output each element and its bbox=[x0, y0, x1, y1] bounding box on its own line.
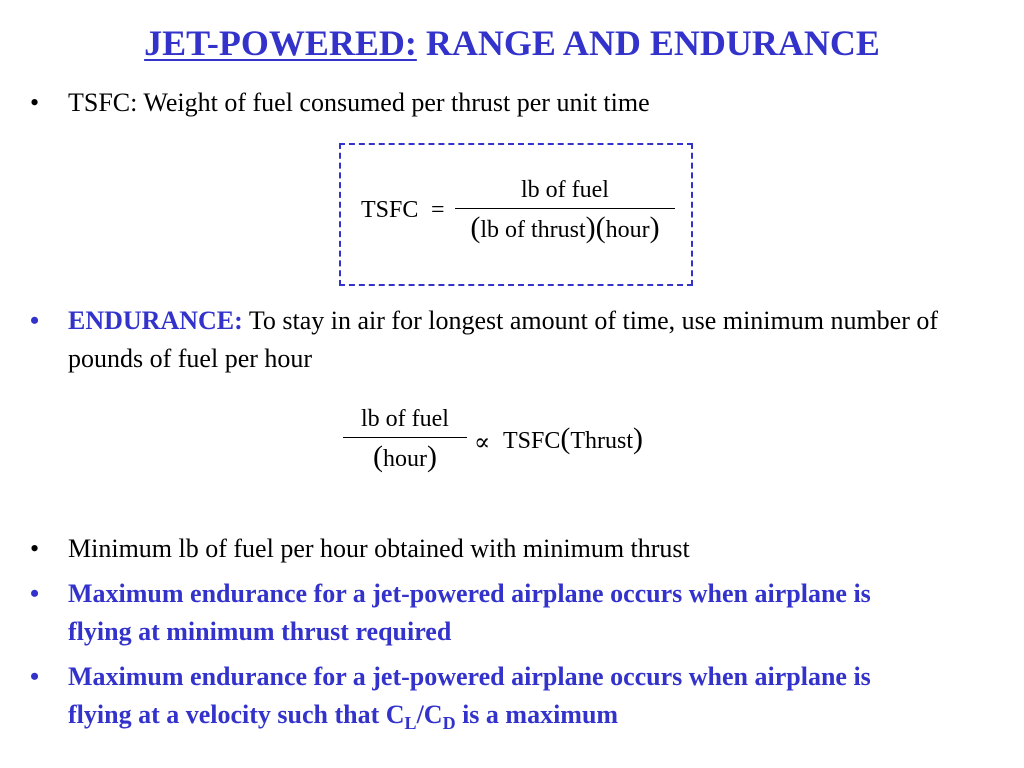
rhs-tsfc: TSFC bbox=[503, 428, 561, 454]
rhs-thrust: Thrust bbox=[570, 428, 634, 454]
tsfc-formula-box bbox=[339, 143, 693, 286]
fuel-rate-fraction bbox=[343, 406, 467, 473]
cl-cd-slash-c: /C bbox=[416, 700, 443, 729]
bullet-text bbox=[68, 302, 988, 378]
subscript-l: L bbox=[404, 713, 417, 734]
tsfc-den-thrust: lb of thrust bbox=[480, 217, 586, 243]
bullet-dot: • bbox=[30, 579, 40, 608]
paren-open: ( bbox=[373, 440, 383, 473]
bullet-text bbox=[68, 658, 898, 734]
tsfc-equals: = bbox=[431, 197, 445, 223]
fraction-bar bbox=[455, 208, 675, 209]
bullet-text: Maximum endurance for a jet-powered airplane occurs when airplane is flying at minimum thrust required bbox=[68, 579, 871, 646]
paren-close: ) bbox=[427, 440, 437, 473]
bullet-dot: • bbox=[30, 306, 40, 335]
paren-open: ( bbox=[560, 422, 571, 455]
tsfc-lhs: TSFC bbox=[361, 197, 419, 223]
paren-close: ) bbox=[649, 211, 660, 244]
title-rest: RANGE AND ENDURANCE bbox=[425, 23, 880, 63]
paren-open: ( bbox=[595, 211, 606, 244]
paren-open: ( bbox=[470, 211, 481, 244]
endurance-text: To stay in air for longest amount of time, use minimum number of pounds of fuel per hour bbox=[68, 306, 939, 373]
proportional-rhs bbox=[503, 424, 643, 455]
fuel-rate-numerator: lb of fuel bbox=[361, 406, 449, 432]
tsfc-fraction bbox=[455, 177, 675, 244]
tsfc-denominator bbox=[455, 213, 675, 244]
bullet-dot: • bbox=[30, 534, 40, 563]
bullet-text: TSFC: Weight of fuel consumed per thrust per unit time bbox=[68, 88, 650, 117]
title-underlined: JET-POWERED: bbox=[144, 23, 417, 63]
endurance-label: ENDURANCE: bbox=[68, 306, 243, 335]
bullet-dot: • bbox=[30, 662, 40, 691]
subscript-d: D bbox=[442, 713, 456, 734]
tsfc-numerator: lb of fuel bbox=[521, 177, 609, 203]
paren-close: ) bbox=[585, 211, 596, 244]
cl-cd-text-a: Maximum endurance for a jet-powered airplane occurs when airplane is flying at a velocity such that C bbox=[68, 662, 871, 729]
paren-close: ) bbox=[633, 422, 644, 455]
fuel-rate-denominator bbox=[343, 442, 467, 473]
cl-cd-text-b: is a maximum bbox=[455, 700, 619, 729]
fraction-bar bbox=[343, 437, 467, 438]
tsfc-den-hour: hour bbox=[605, 217, 650, 243]
denominator-hour: hour bbox=[383, 446, 427, 472]
proportional-symbol: ∝ bbox=[474, 430, 491, 456]
page-title bbox=[0, 22, 1024, 64]
bullet-text: Minimum lb of fuel per hour obtained with minimum thrust bbox=[68, 534, 690, 563]
bullet-dot: • bbox=[30, 88, 40, 117]
